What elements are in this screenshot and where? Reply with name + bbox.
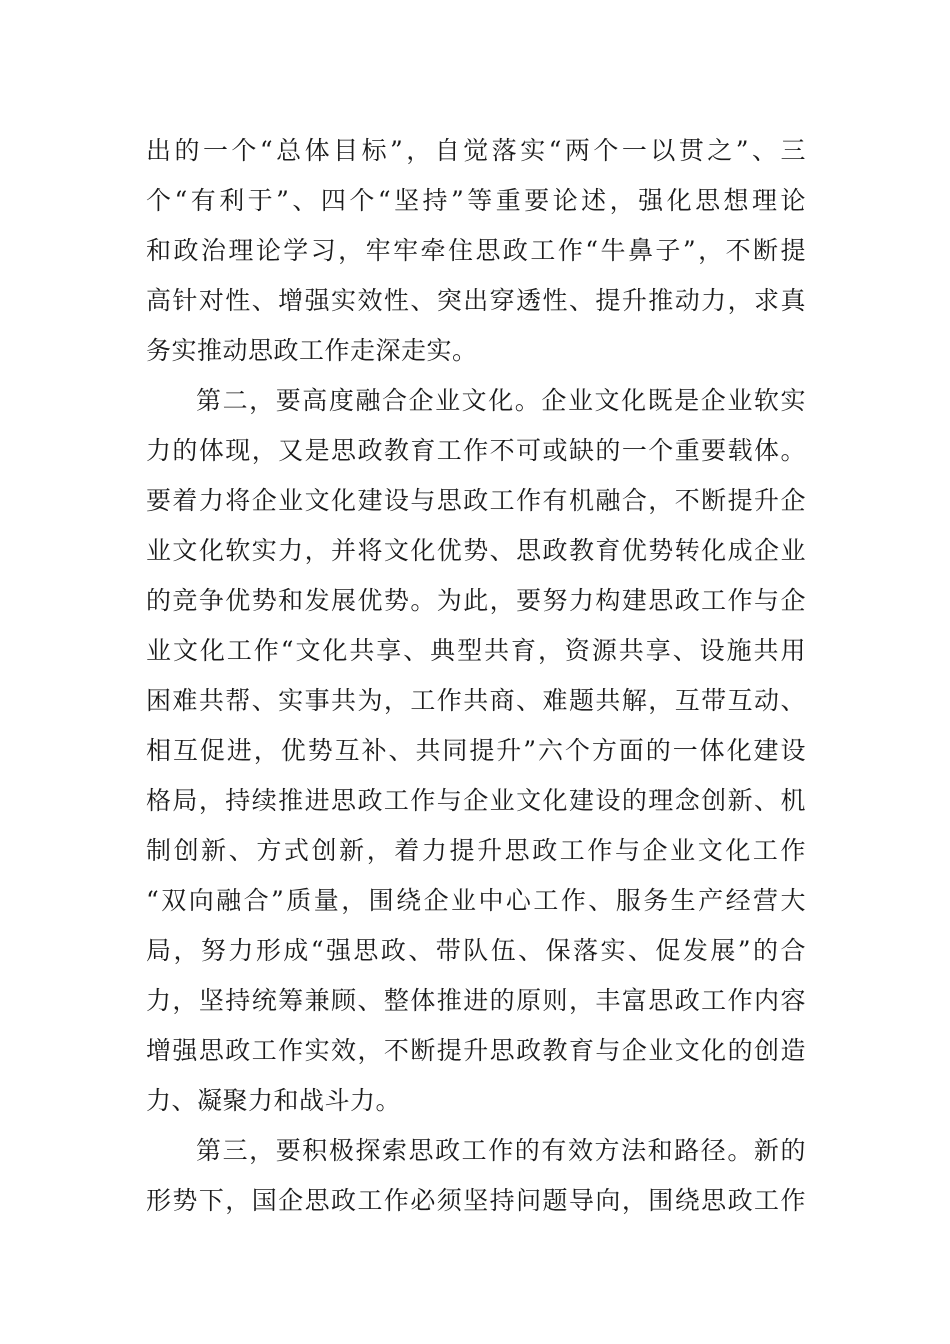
- text-line: 相互促进，优势互补、共同提升”六个方面的一体化建设: [146, 736, 806, 765]
- text-line: 力，坚持统筹兼顾、整体推进的原则，丰富思政工作内容: [146, 986, 806, 1015]
- text-line: 的竞争优势和发展优势。为此，要努力构建思政工作与企: [146, 586, 806, 615]
- text-line: 和政治理论学习，牢牢牵住思政工作“牛鼻子”，不断提: [146, 236, 806, 265]
- text-line: 格局，持续推进思政工作与企业文化建设的理念创新、机: [146, 786, 806, 815]
- text-line: 局，努力形成“强思政、带队伍、保落实、促发展”的合: [146, 936, 806, 965]
- document-body: [146, 126, 806, 1226]
- text-line: 业文化工作“文化共享、典型共育，资源共享、设施共用: [146, 636, 806, 665]
- text-line: 业文化软实力，并将文化优势、思政教育优势转化成企业: [146, 536, 806, 565]
- text-line: 出的一个“总体目标”，自觉落实“两个一以贯之”、三: [146, 136, 806, 165]
- paragraph-start-line: 第三，要积极探索思政工作的有效方法和路径。新的: [196, 1136, 806, 1165]
- text-line: 力的体现，又是思政教育工作不可或缺的一个重要载体。: [146, 436, 806, 465]
- text-line: 增强思政工作实效，不断提升思政教育与企业文化的创造: [146, 1036, 806, 1065]
- text-line: 力、凝聚力和战斗力。: [146, 1086, 402, 1115]
- text-line: 困难共帮、实事共为，工作共商、难题共解，互带互动、: [146, 686, 806, 715]
- text-line: 要着力将企业文化建设与思政工作有机融合，不断提升企: [146, 486, 806, 515]
- text-line: 务实推动思政工作走深走实。: [146, 336, 478, 365]
- text-line: 制创新、方式创新，着力提升思政工作与企业文化工作: [146, 836, 806, 865]
- paragraph-start-line: 第二，要高度融合企业文化。企业文化既是企业软实: [196, 386, 806, 415]
- text-line: 个“有利于”、四个“坚持”等重要论述，强化思想理论: [146, 186, 806, 215]
- text-line: 高针对性、增强实效性、突出穿透性、提升推动力，求真: [146, 286, 806, 315]
- text-line: “双向融合”质量，围绕企业中心工作、服务生产经营大: [146, 886, 806, 915]
- text-line: 形势下，国企思政工作必须坚持问题导向，围绕思政工作: [146, 1186, 806, 1215]
